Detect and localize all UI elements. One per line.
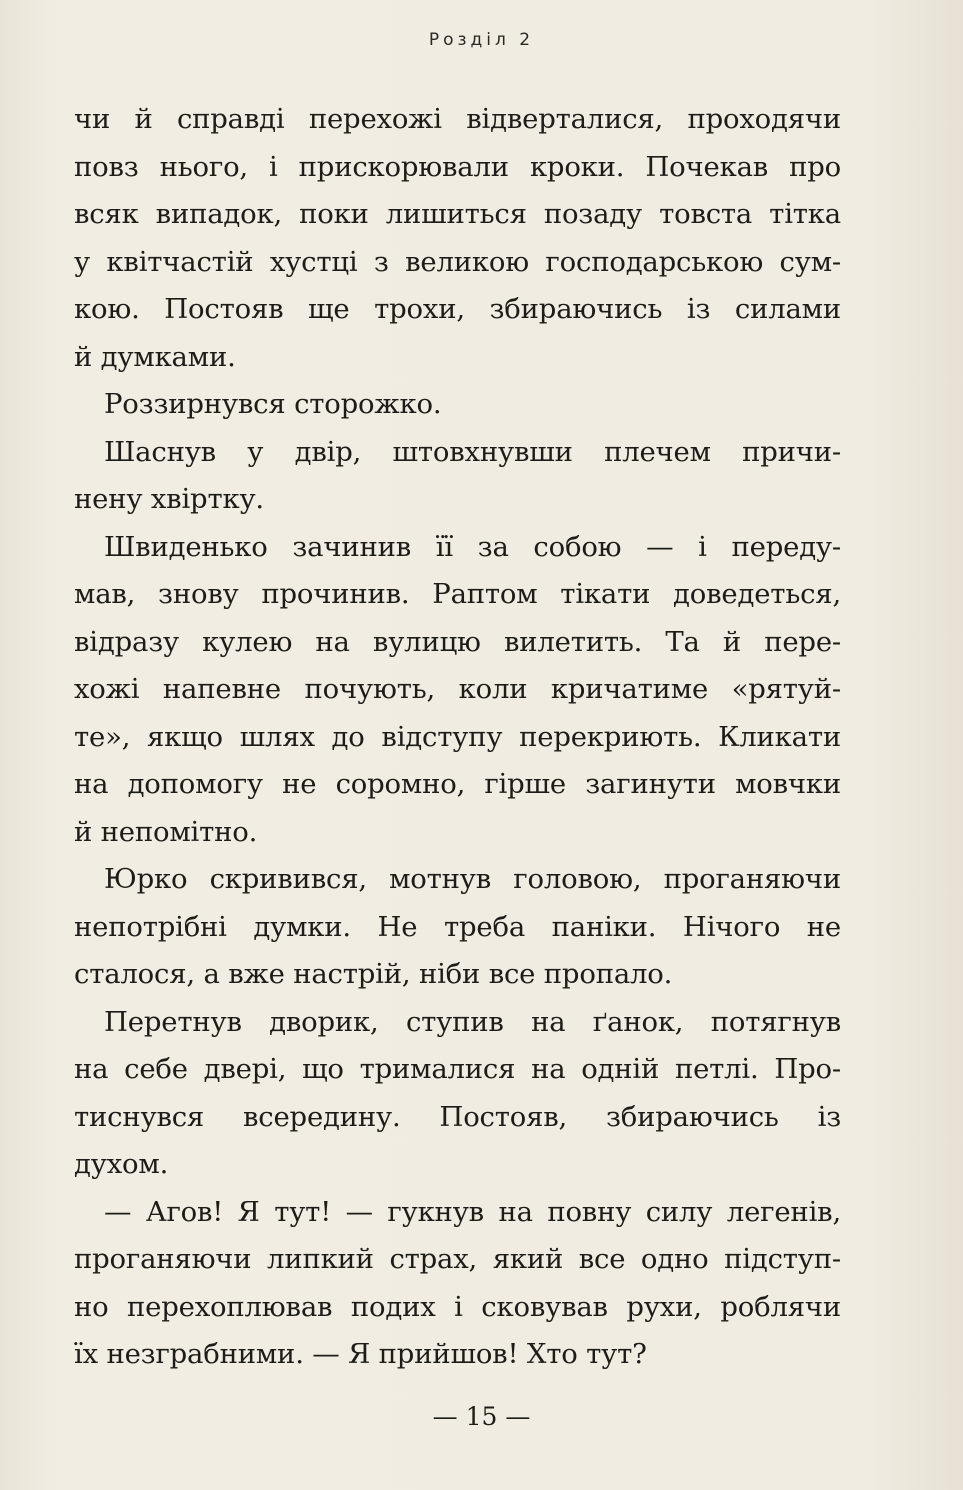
text-line: нену хвіртку.	[74, 483, 264, 515]
text-line: й непомітно.	[74, 815, 258, 848]
text-line: Перетнув дворик, ступив на ґанок, потягнув	[104, 1005, 841, 1038]
text-line: чи й справді перехожі відверталися, проходячи	[74, 103, 841, 135]
text-line: кою. Постояв ще трохи, збираючись із силами	[74, 293, 841, 325]
text-line: Шаснув у двір, штовхнувши плечем причи-	[104, 435, 841, 468]
text-line: но перехоплював подих і сковував рухи, роблячи	[74, 1290, 841, 1323]
text-line: всяк випадок, поки лишиться позаду товста тітка	[74, 198, 841, 230]
text-line: на себе двері, що трималися на одній петлі. Про-	[74, 1053, 841, 1085]
text-line: у квітчастій хустці з великою господарською сум-	[74, 245, 841, 278]
text-line: те», якщо шлях до відступу перекриють. Кликати	[74, 720, 841, 753]
text-line: тиснувся всередину. Постояв, збираючись із	[74, 1100, 841, 1133]
text-line: непотрібні думки. Не треба паніки. Нічого не	[74, 910, 841, 943]
text-line: — Агов! Я тут! — гукнув на повну силу легенів,	[104, 1195, 841, 1228]
text-line: повз нього, і прискорювали кроки. Почекав про	[74, 150, 841, 183]
text-line: їх незграбними. — Я прийшов! Хто тут?	[74, 1338, 647, 1370]
text-line: на допомогу не соромно, гірше загинути мовчки	[74, 768, 841, 800]
text-line: Юрко скривився, мотнув головою, проганяючи	[104, 863, 841, 895]
body-text	[74, 96, 841, 1379]
text-line: Швиденько зачинив її за собою — і переду-	[104, 530, 841, 563]
text-line: й думками.	[74, 340, 236, 373]
page-number: — 15 —	[432, 1402, 531, 1431]
text-line: відразу кулею на вулицю вилетить. Та й пере-	[74, 625, 841, 658]
text-line: мав, знову прочинив. Раптом тікати доведеться,	[74, 578, 841, 610]
text-line: сталося, а вже настрій, ніби все пропало.	[74, 958, 673, 990]
text-line: духом.	[74, 1148, 169, 1180]
text-line: проганяючи липкий страх, який все одно підступ-	[74, 1243, 841, 1275]
text-line: хожі напевне почують, коли кричатиме «рятуй-	[74, 673, 841, 705]
text-line: Роззирнувся сторожко.	[104, 388, 442, 420]
running-head: Розділ 2	[428, 30, 535, 50]
